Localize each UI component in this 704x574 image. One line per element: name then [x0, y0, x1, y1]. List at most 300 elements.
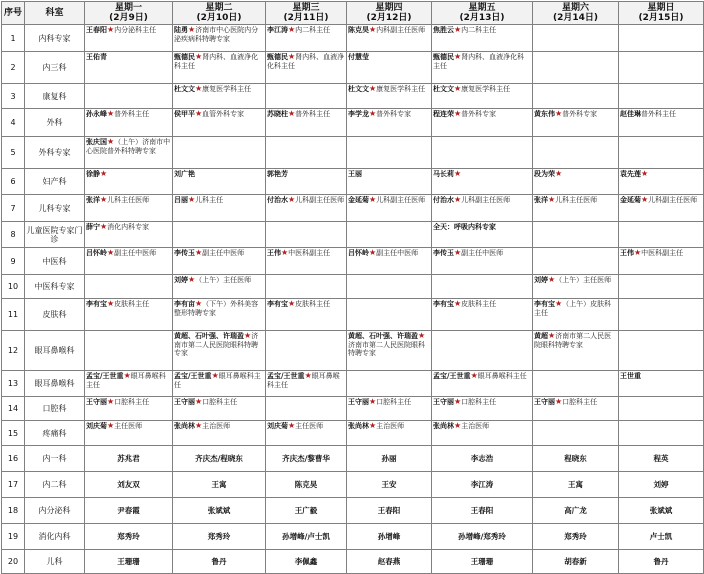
schedule-cell: 王安 [347, 472, 432, 498]
schedule-cell [266, 421, 347, 446]
row-number: 17 [2, 472, 25, 498]
schedule-cell [619, 222, 704, 248]
doctor-name: 黄超、石叶强、许瑞盈 [174, 331, 244, 340]
star-icon: ★ [107, 421, 115, 430]
schedule-cell [266, 25, 347, 52]
star-icon: ★ [369, 421, 377, 430]
star-icon: ★ [211, 371, 219, 380]
day-header [619, 2, 704, 25]
schedule-cell [432, 371, 533, 397]
table-row [2, 109, 704, 137]
doctor-name: 王伟 [267, 248, 281, 257]
doctor-title: 皮肤科主任 [461, 300, 497, 308]
schedule-cell [347, 397, 432, 421]
schedule-cell [533, 371, 619, 397]
schedule-cell [533, 52, 619, 84]
schedule-cell [533, 169, 619, 195]
doctor-name: 金延菊 [348, 195, 369, 204]
row-number: 19 [2, 524, 25, 550]
schedule-cell [619, 109, 704, 137]
table-row [2, 397, 704, 421]
doctor-name: 李传玉 [433, 248, 454, 257]
doctor-name: 赵佳琳 [620, 109, 641, 118]
row-number: 18 [2, 498, 25, 524]
weekday-label: 星期四 [375, 3, 403, 13]
doctor-name: 黄超 [534, 331, 548, 340]
table-row [2, 52, 704, 84]
doctor-name: 刘庆菊 [86, 421, 107, 430]
doctor-title: 眼耳鼻喉科主任 [267, 372, 340, 389]
department-name: 眼耳鼻喉科 [25, 331, 85, 371]
schedule-cell [533, 25, 619, 52]
schedule-cell [432, 421, 533, 446]
table-row [2, 472, 704, 498]
doctor-name: 付治水 [433, 195, 454, 204]
doctor-title: 普外科专家 [461, 110, 497, 118]
doctor-title: 内分泌科主任 [114, 26, 157, 34]
schedule-cell [85, 275, 173, 299]
schedule-cell [347, 84, 432, 109]
doctor-title: 皮肤科主任 [295, 300, 331, 308]
star-icon: ★ [470, 371, 478, 380]
doctor-title: 内二科主任 [295, 26, 331, 34]
star-icon: ★ [555, 299, 563, 308]
schedule-cell: 王寓 [533, 472, 619, 498]
doctor-name: 李有亩 [174, 299, 195, 308]
department-name: 口腔科 [25, 397, 85, 421]
schedule-cell [533, 275, 619, 299]
doctor-title: 济南市第二人民医院眼科特聘专家 [348, 340, 425, 357]
schedule-cell [266, 52, 347, 84]
star-icon: ★ [454, 109, 462, 118]
doctor-name: 王世重 [620, 371, 641, 380]
doctor-name: 刘庆菊 [267, 421, 288, 430]
doctor-name: 王守丽 [174, 397, 195, 406]
schedule-cell: 王珊珊 [85, 550, 173, 574]
department-name: 内三科 [25, 52, 85, 84]
schedule-cell [432, 25, 533, 52]
row-number: 9 [2, 248, 25, 275]
doctor-title: 主治医师 [202, 422, 231, 430]
header-row [2, 2, 704, 25]
schedule-cell [533, 109, 619, 137]
schedule-cell [266, 331, 347, 371]
doctor-name: 焦胜云 [433, 25, 454, 34]
schedule-cell [85, 222, 173, 248]
table-row [2, 299, 704, 331]
schedule-cell [173, 421, 266, 446]
schedule-cell [347, 169, 432, 195]
star-icon: ★ [555, 397, 563, 406]
row-number: 7 [2, 195, 25, 222]
doctor-name: 王丽 [348, 169, 362, 178]
schedule-cell [347, 371, 432, 397]
schedule-cell [266, 275, 347, 299]
schedule-cell [619, 169, 704, 195]
schedule-cell [266, 371, 347, 397]
schedule-cell [173, 52, 266, 84]
doctor-title: 济南市中心医院内分泌疾病科特聘专家 [174, 26, 259, 43]
day-header [347, 2, 432, 25]
doctor-name: 付慧莹 [348, 52, 369, 61]
schedule-cell [85, 397, 173, 421]
department-name: 妇产科 [25, 169, 85, 195]
doctor-name: 王守丽 [348, 397, 369, 406]
schedule-cell [432, 195, 533, 222]
doctor-title: 副主任中医师 [114, 249, 157, 257]
star-icon: ★ [454, 248, 462, 257]
weekday-label: 星期三 [292, 3, 320, 13]
row-number: 3 [2, 84, 25, 109]
schedule-cell: 孙增峰/郑秀玲 [432, 524, 533, 550]
doctor-name: 苏晓柱 [267, 109, 288, 118]
star-icon: ★ [188, 275, 196, 284]
schedule-cell: 程晓东 [533, 446, 619, 472]
star-icon: ★ [369, 25, 377, 34]
star-icon: ★ [107, 137, 115, 146]
day-header [432, 2, 533, 25]
star-icon: ★ [369, 84, 377, 93]
doctor-name: 张尚林 [433, 421, 454, 430]
doctor-title: 普外科主任 [641, 110, 676, 118]
schedule-cell [432, 84, 533, 109]
schedule-cell [347, 275, 432, 299]
schedule-cell [85, 371, 173, 397]
doctor-name: 陈克昊 [348, 25, 369, 34]
schedule-cell [619, 371, 704, 397]
table-row [2, 421, 704, 446]
doctor-name: 侯甲平 [174, 109, 195, 118]
schedule-cell [347, 222, 432, 248]
department-name: 内二科 [25, 472, 85, 498]
table-row [2, 371, 704, 397]
schedule-cell: 郑秀玲 [85, 524, 173, 550]
department-name: 内分泌科 [25, 498, 85, 524]
star-icon: ★ [634, 248, 642, 257]
schedule-cell: 李江涛 [432, 472, 533, 498]
weekday-label: 星期五 [468, 3, 496, 13]
department-name: 疼痛科 [25, 421, 85, 446]
schedule-cell [173, 275, 266, 299]
schedule-cell [533, 84, 619, 109]
department-name: 内一科 [25, 446, 85, 472]
row-number: 15 [2, 421, 25, 446]
doctor-title: 口腔科主任 [202, 398, 238, 406]
row-number: 16 [2, 446, 25, 472]
doctor-name: 王守丽 [433, 397, 454, 406]
schedule-cell [85, 421, 173, 446]
doctor-title: （上午）主任医师 [195, 276, 252, 284]
doctor-title: 皮肤科主任 [114, 300, 150, 308]
day-header [173, 2, 266, 25]
schedule-cell [347, 109, 432, 137]
schedule-cell [173, 397, 266, 421]
doctor-name: 程连荣 [433, 109, 454, 118]
schedule-cell [266, 222, 347, 248]
star-icon: ★ [107, 109, 115, 118]
doctor-title: 主治医师 [461, 422, 490, 430]
doctor-title: 普外科专家 [376, 110, 412, 118]
star-icon: ★ [195, 109, 203, 118]
doctor-name: 王守丽 [534, 397, 555, 406]
schedule-cell [347, 137, 432, 169]
table-row [2, 550, 704, 574]
star-icon: ★ [369, 195, 377, 204]
date-label: (2月13日) [459, 13, 505, 23]
star-icon: ★ [454, 84, 462, 93]
schedule-body [2, 25, 704, 574]
doctor-name: 李江涛 [267, 25, 288, 34]
schedule-cell: 郑秀玲 [173, 524, 266, 550]
doctor-title: 主治医师 [376, 422, 405, 430]
schedule-cell [266, 397, 347, 421]
doctor-title: （上午）济南市中心医院普外科特聘专家 [86, 138, 171, 155]
date-label: (2月11日) [283, 13, 329, 23]
doctor-name: 王佑青 [86, 52, 107, 61]
doctor-name: 付治水 [267, 195, 288, 204]
schedule-cell: 王珊珊 [432, 550, 533, 574]
row-number: 8 [2, 222, 25, 248]
doctor-name: 张洋 [534, 195, 548, 204]
schedule-cell [85, 84, 173, 109]
star-icon: ★ [195, 397, 203, 406]
doctor-name: 袁先莲 [620, 169, 641, 178]
table-row [2, 275, 704, 299]
schedule-cell [347, 248, 432, 275]
schedule-cell [173, 195, 266, 222]
row-number: 2 [2, 52, 25, 84]
schedule-cell: 王寓 [173, 472, 266, 498]
schedule-cell [619, 331, 704, 371]
doctor-name: 孟宝/王世重 [174, 371, 212, 380]
star-icon: ★ [107, 299, 115, 308]
schedule-cell [173, 137, 266, 169]
doctor-title: 内二科主任 [461, 26, 497, 34]
doctor-name: 李有宝 [267, 299, 288, 308]
schedule-cell: 孙丽 [347, 446, 432, 472]
doctor-title: （上午）皮肤科主任 [534, 300, 612, 317]
star-icon: ★ [548, 195, 556, 204]
row-number: 10 [2, 275, 25, 299]
schedule-cell [533, 421, 619, 446]
doctor-name: 金延菊 [620, 195, 641, 204]
doctor-title: 康复医学科主任 [376, 85, 426, 93]
doctor-title: 普外科主任 [114, 110, 150, 118]
doctor-title: 主任医师 [114, 422, 143, 430]
schedule-cell [533, 397, 619, 421]
schedule-cell [173, 222, 266, 248]
star-icon: ★ [304, 371, 312, 380]
schedule-cell: 刘友双 [85, 472, 173, 498]
schedule-cell: 王广毅 [266, 498, 347, 524]
doctor-name: 张庆国 [86, 137, 107, 146]
schedule-cell [432, 331, 533, 371]
table-row [2, 524, 704, 550]
day-header [266, 2, 347, 25]
schedule-cell [619, 248, 704, 275]
doctor-name: 刘婷 [534, 275, 548, 284]
schedule-cell [432, 299, 533, 331]
schedule-cell [432, 109, 533, 137]
department-name: 外科 [25, 109, 85, 137]
star-icon: ★ [244, 331, 252, 340]
doctor-title: 副主任中医师 [461, 249, 504, 257]
table-row [2, 248, 704, 275]
schedule-cell [347, 421, 432, 446]
weekday-label: 星期日 [647, 3, 675, 13]
schedule-cell: 郑秀玲 [533, 524, 619, 550]
doctor-title: 眼耳鼻喉科主任 [477, 372, 527, 380]
doctor-name: 李有宝 [433, 299, 454, 308]
star-icon: ★ [288, 195, 296, 204]
schedule-cell [85, 109, 173, 137]
star-icon: ★ [288, 299, 296, 308]
doctor-name: 徐静 [86, 169, 100, 178]
table-row [2, 169, 704, 195]
doctor-name: 李传玉 [174, 248, 195, 257]
row-number: 14 [2, 397, 25, 421]
schedule-cell [432, 52, 533, 84]
star-icon: ★ [369, 248, 377, 257]
row-number: 6 [2, 169, 25, 195]
star-icon: ★ [369, 397, 377, 406]
doctor-title: 康复医学科主任 [461, 85, 511, 93]
schedule-cell [173, 84, 266, 109]
schedule-cell: 程英 [619, 446, 704, 472]
doctor-title: 儿科主任医师 [107, 196, 150, 204]
doctor-name: 吕丽 [174, 195, 188, 204]
doctor-name: 吕怀岭 [348, 248, 369, 257]
doctor-title: （下午）外科美容整形特聘专家 [174, 300, 259, 317]
star-icon: ★ [548, 275, 556, 284]
star-icon: ★ [454, 421, 462, 430]
doctor-title: 内科副主任医师 [376, 26, 426, 34]
date-label: (2月12日) [366, 13, 412, 23]
doctor-name: 郭艳芳 [267, 169, 288, 178]
doctor-name: 刘广艳 [174, 169, 195, 178]
doctor-title: 中医科副主任 [641, 249, 684, 257]
schedule-cell [266, 169, 347, 195]
star-icon: ★ [454, 397, 462, 406]
schedule-cell: 张斌斌 [173, 498, 266, 524]
department-name: 皮肤科 [25, 299, 85, 331]
doctor-title: 儿科副主任医师 [376, 196, 426, 204]
doctor-name: 薛宁 [86, 222, 100, 231]
doctor-title: 普外科主任 [295, 110, 331, 118]
doctor-name: 吕怀岭 [86, 248, 107, 257]
seq-header: 序号 [2, 2, 25, 25]
doctor-name: 张尚林 [348, 421, 369, 430]
dept-header: 科室 [25, 2, 85, 25]
schedule-cell [85, 25, 173, 52]
doctor-title: 普外科专家 [562, 110, 598, 118]
star-icon: ★ [454, 169, 462, 178]
star-icon: ★ [288, 52, 296, 61]
doctor-name: 杜文文 [348, 84, 369, 93]
schedule-cell [266, 299, 347, 331]
star-icon: ★ [123, 371, 131, 380]
schedule-cell: 张斌斌 [619, 498, 704, 524]
doctor-title: 口腔科主任 [376, 398, 412, 406]
department-name: 中医科 [25, 248, 85, 275]
day-header [533, 2, 619, 25]
schedule-cell [619, 397, 704, 421]
schedule-cell [85, 137, 173, 169]
table-row [2, 498, 704, 524]
doctor-title: 儿科副主任医师 [461, 196, 511, 204]
schedule-cell: 齐庆杰/黎曹华 [266, 446, 347, 472]
doctor-name: 黄东伟 [534, 109, 555, 118]
schedule-cell [266, 137, 347, 169]
schedule-cell: 刘婷 [619, 472, 704, 498]
schedule-cell [85, 331, 173, 371]
star-icon: ★ [288, 109, 296, 118]
doctor-name: 张尚林 [174, 421, 195, 430]
schedule-cell [619, 137, 704, 169]
star-icon: ★ [107, 25, 115, 34]
star-icon: ★ [107, 397, 115, 406]
weekday-label: 星期六 [561, 3, 589, 13]
department-name: 内科专家 [25, 25, 85, 52]
schedule-cell: 王春阳 [347, 498, 432, 524]
schedule-cell [533, 195, 619, 222]
doctor-title: 口腔科主任 [562, 398, 598, 406]
schedule-cell [533, 331, 619, 371]
schedule-cell [266, 109, 347, 137]
star-icon: ★ [454, 299, 462, 308]
schedule-cell [266, 195, 347, 222]
schedule-cell [347, 52, 432, 84]
doctor-title: 肾内科、血液净化科主任 [174, 53, 259, 70]
star-icon: ★ [195, 248, 203, 257]
table-row [2, 446, 704, 472]
doctor-title: 康复医学科主任 [202, 85, 252, 93]
doctor-title: 济南市第二人民医院眼科特聘专家 [534, 332, 612, 349]
schedule-cell: 鲁丹 [173, 550, 266, 574]
row-number: 11 [2, 299, 25, 331]
doctor-title: 儿科副主任医师 [648, 196, 698, 204]
schedule-cell [347, 331, 432, 371]
schedule-cell [266, 248, 347, 275]
doctor-title: 副主任中医师 [376, 249, 419, 257]
schedule-cell [173, 109, 266, 137]
schedule-cell: 孙增峰/卢士凯 [266, 524, 347, 550]
date-label: (2月10日) [196, 13, 242, 23]
doctor-name: 李学龙 [348, 109, 369, 118]
weekday-label: 星期一 [114, 3, 142, 13]
table-row [2, 222, 704, 248]
schedule-cell [173, 371, 266, 397]
schedule-cell: 王春阳 [432, 498, 533, 524]
star-icon: ★ [195, 52, 203, 61]
schedule-cell [85, 299, 173, 331]
schedule-cell: 孙增峰 [347, 524, 432, 550]
row-number: 20 [2, 550, 25, 574]
date-label: (2月14日) [552, 13, 598, 23]
schedule-cell: 苏兆君 [85, 446, 173, 472]
star-icon: ★ [100, 222, 108, 231]
doctor-name: 杜文文 [174, 84, 195, 93]
schedule-cell: 李佩鑫 [266, 550, 347, 574]
star-icon: ★ [188, 25, 196, 34]
department-name: 眼耳鼻喉科 [25, 371, 85, 397]
schedule-cell: 尹春霞 [85, 498, 173, 524]
date-label: (2月15日) [638, 13, 684, 23]
schedule-cell [347, 299, 432, 331]
doctor-title: 济南市第二人民医院眼科特聘专家 [174, 332, 259, 357]
doctor-title: 肾内科、血液净化科主任 [267, 53, 345, 70]
row-number: 4 [2, 109, 25, 137]
